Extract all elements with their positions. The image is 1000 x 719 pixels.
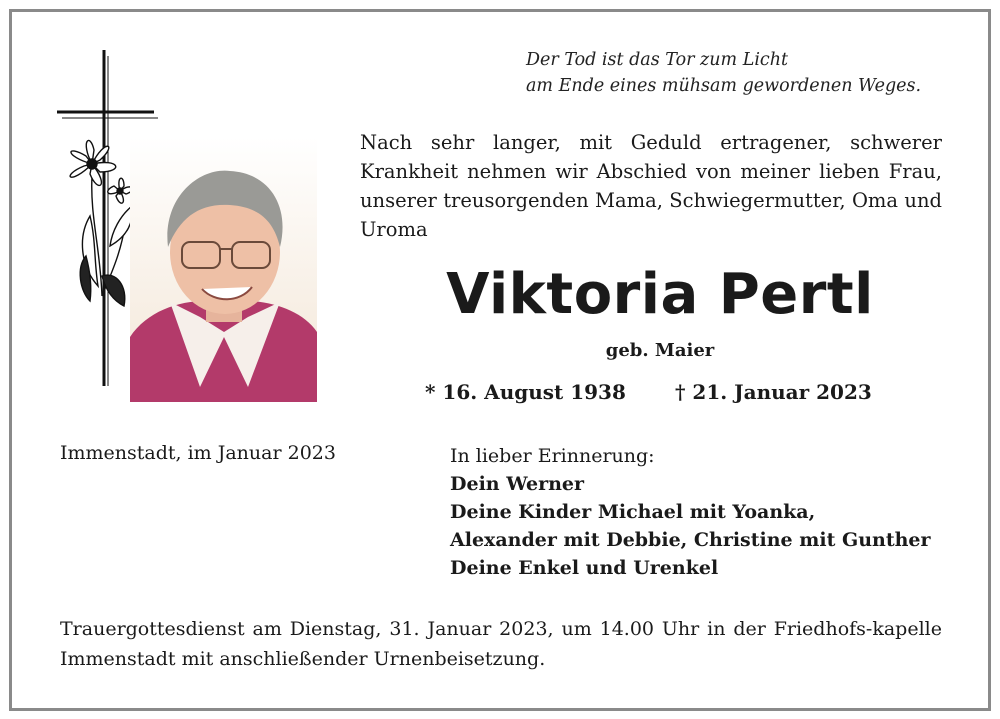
edelweiss-icon	[70, 140, 132, 306]
service-info: Trauergottesdienst am Dienstag, 31. Januar 2023, um 14.00 Uhr in der Friedhofs-kapelle Immenstadt mit anschließender Urnenbeisetzung.	[60, 618, 942, 670]
death-date: † 21. Januar 2023	[675, 380, 872, 404]
mourner-line: Alexander mit Debbie, Christine mit Gunther	[450, 529, 931, 551]
maiden-name: geb. Maier	[605, 340, 715, 361]
deceased-name: Viktoria Pertl	[446, 262, 874, 327]
mourner-line: Deine Enkel und Urenkel	[450, 557, 719, 579]
mourner-line: Dein Werner	[450, 473, 585, 495]
birth-date: * 16. August 1938	[425, 380, 626, 404]
quote-line-1: Der Tod ist das Tor zum Licht	[526, 50, 789, 70]
place-date: Immenstadt, im Januar 2023	[60, 442, 336, 464]
mourner-line: Deine Kinder Michael mit Yoanka,	[450, 501, 816, 523]
quote-line-2: am Ende eines mühsam gewordenen Weges.	[526, 76, 922, 96]
portrait-photo	[130, 137, 317, 402]
intro-text: Nach sehr langer, mit Geduld ertragener, schwerer Krankheit nehmen wir Abschied von meiner lieben Frau, unserer treusorgenden Mama, Schwiegermutter, Oma und Uroma	[360, 131, 942, 241]
quote	[526, 47, 946, 99]
mourners	[450, 442, 970, 582]
mourners-lead: In lieber Erinnerung:	[450, 445, 655, 467]
